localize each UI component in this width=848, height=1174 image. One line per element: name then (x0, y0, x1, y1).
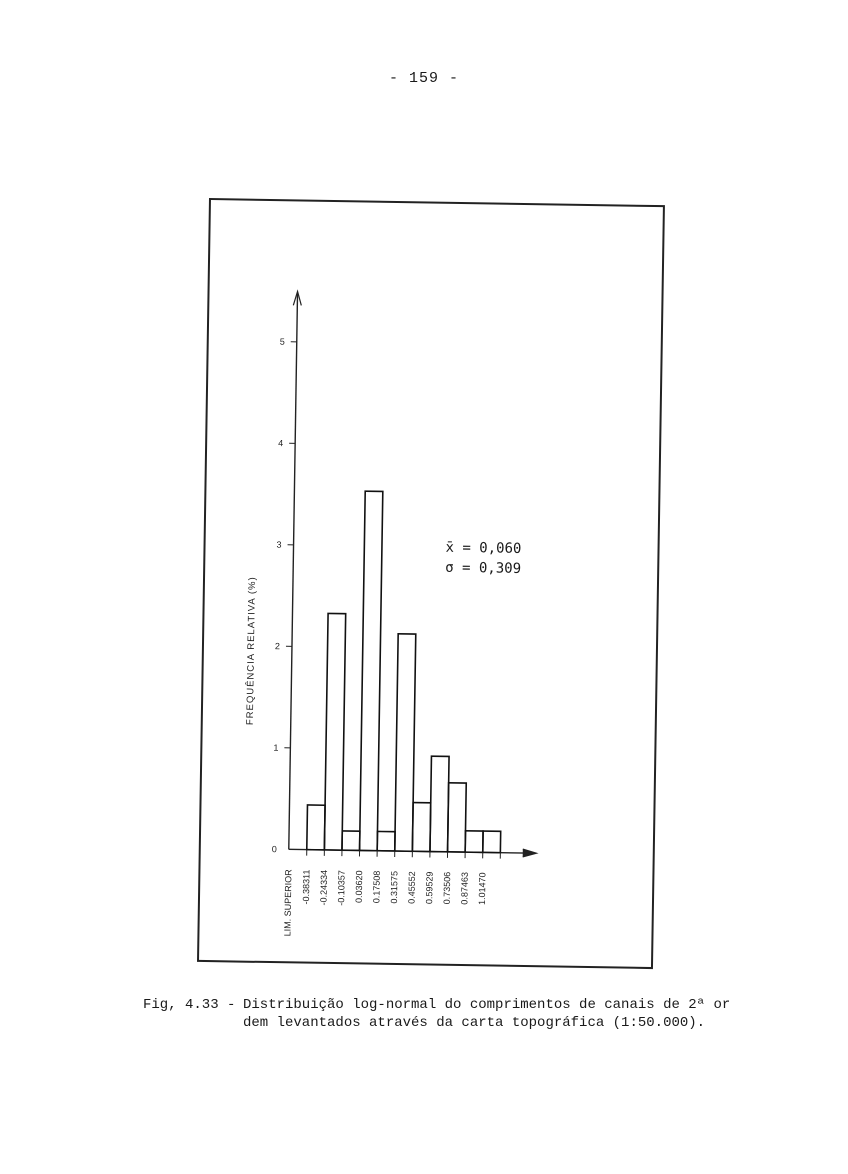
sigma-label: σ = 0,309 (445, 559, 522, 577)
caption-line-2: dem levantados através da carta topográfica (1:50.000). (243, 1015, 706, 1031)
mean-label: x̄ = 0,060 (445, 539, 522, 557)
x-tick-label: -0.38311 (300, 869, 312, 905)
histogram-bar (465, 831, 483, 853)
x-tick-label: -0.10357 (336, 870, 347, 906)
histogram-bar (360, 491, 383, 851)
y-tick-label: 4 (278, 438, 284, 449)
page-number: - 159 - (388, 70, 459, 87)
x-tick-label: 0.45552 (406, 871, 418, 904)
y-axis-line (289, 293, 298, 849)
histogram-chart (199, 200, 663, 967)
x-tick-label: 0.87463 (459, 872, 470, 905)
x-tick-label: 0.59529 (424, 871, 435, 905)
statistics-annotation (445, 538, 521, 579)
x-axis-arrow (523, 849, 537, 857)
x-tick-label: 0.31575 (388, 870, 400, 904)
histogram-bar (412, 803, 430, 852)
x-tick-label: 0.17508 (371, 870, 382, 904)
y-axis-label: FREQUÊNCIA RELATIVA (%) (244, 576, 259, 726)
histogram-bar (307, 805, 325, 850)
caption-label: Fig, 4.33 - (143, 997, 236, 1013)
y-tick-label: 5 (279, 336, 285, 347)
x-tick-label: 1.01470 (476, 872, 488, 905)
y-tick-label: 2 (274, 641, 281, 652)
histogram-bar (483, 831, 501, 853)
y-tick-label: 3 (276, 539, 282, 550)
x-tick-label: 0.03620 (353, 870, 365, 904)
histogram-bar (324, 613, 345, 850)
x-tick-label: -0.24334 (318, 869, 330, 906)
y-tick-label: 1 (273, 742, 279, 753)
histogram-bar (430, 756, 449, 852)
histogram-bar (448, 783, 467, 852)
figure-caption (143, 996, 763, 1032)
y-tick-label: 0 (271, 844, 277, 855)
x-axis-label: LIM. SUPERIOR (282, 869, 294, 937)
histogram-bar (377, 831, 395, 851)
x-tick-label: 0.73506 (441, 871, 453, 905)
caption-line-1: Distribuição log-normal do comprimentos de canais de 2ª or (243, 997, 731, 1013)
histogram-bar (342, 831, 360, 851)
figure-frame (197, 198, 665, 969)
